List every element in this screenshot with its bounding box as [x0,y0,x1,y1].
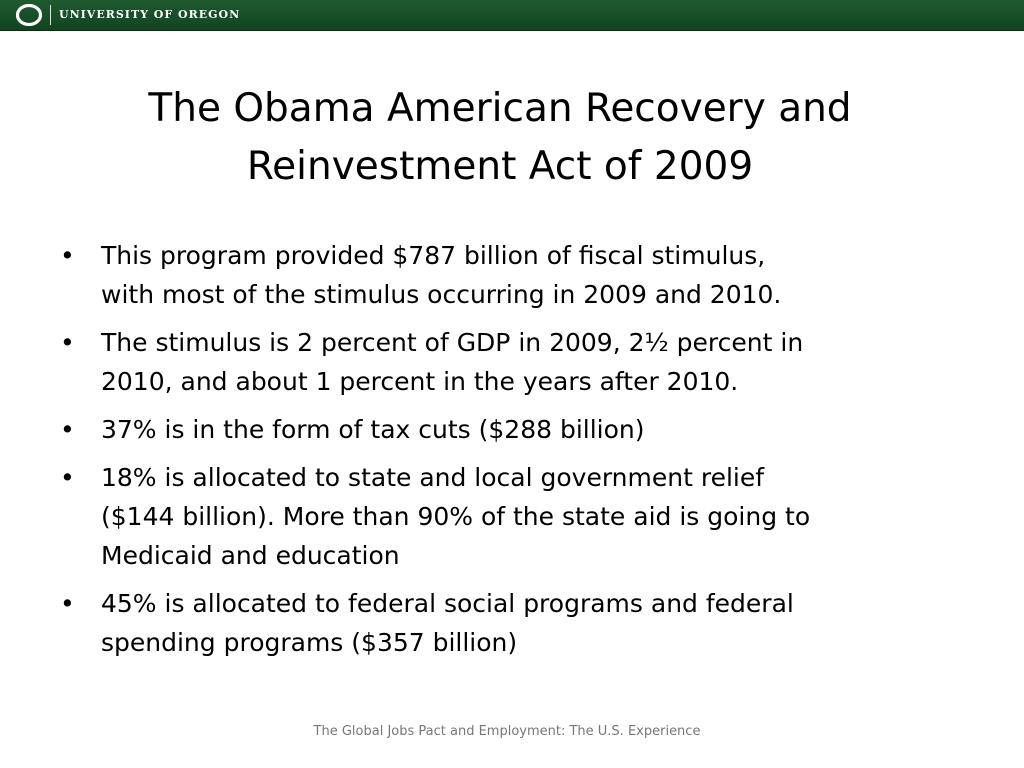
banner-divider [50,5,51,25]
slide-title-line-1: The Obama American Recovery and [148,86,852,131]
bullet-marker: • [60,328,75,357]
bullet-item [60,236,960,314]
uo-o-logo-icon [16,4,42,26]
bullet-item [60,410,960,449]
bullet-marker: • [60,241,75,270]
bullet-line: with most of the stimulus occurring in 2009 and 2010. [101,280,782,309]
bullet-line: This program provided $787 billion of fiscal stimulus, [101,241,766,270]
bullet-line: Medicaid and education [101,541,400,570]
institution-name: UNIVERSITY OF OREGON [59,8,241,21]
bullet-line: The stimulus is 2 percent of GDP in 2009, 2½ percent in [101,328,804,357]
slide-title-line-2: Reinvestment Act of 2009 [246,144,754,189]
bullet-item [60,323,960,401]
bullet-list [60,236,960,671]
bullet-line: 45% is allocated to federal social programs and federal [101,589,794,618]
bullet-marker: • [60,463,75,492]
bullet-marker: • [60,589,75,618]
bullet-item [60,584,960,662]
bullet-line: 18% is allocated to state and local government relief [101,463,765,492]
bullet-line: 37% is in the form of tax cuts ($288 billion) [101,415,645,444]
bullet-line: 2010, and about 1 percent in the years after 2010. [101,367,739,396]
bullet-line: ($144 billion). More than 90% of the state aid is going to [101,502,811,531]
bullet-item [60,458,960,575]
slide-title [0,80,1000,196]
bullet-marker: • [60,415,75,444]
slide-footer: The Global Jobs Pact and Employment: The U.S. Experience [313,724,701,739]
university-banner [0,0,1024,31]
bullet-line: spending programs ($357 billion) [101,628,518,657]
